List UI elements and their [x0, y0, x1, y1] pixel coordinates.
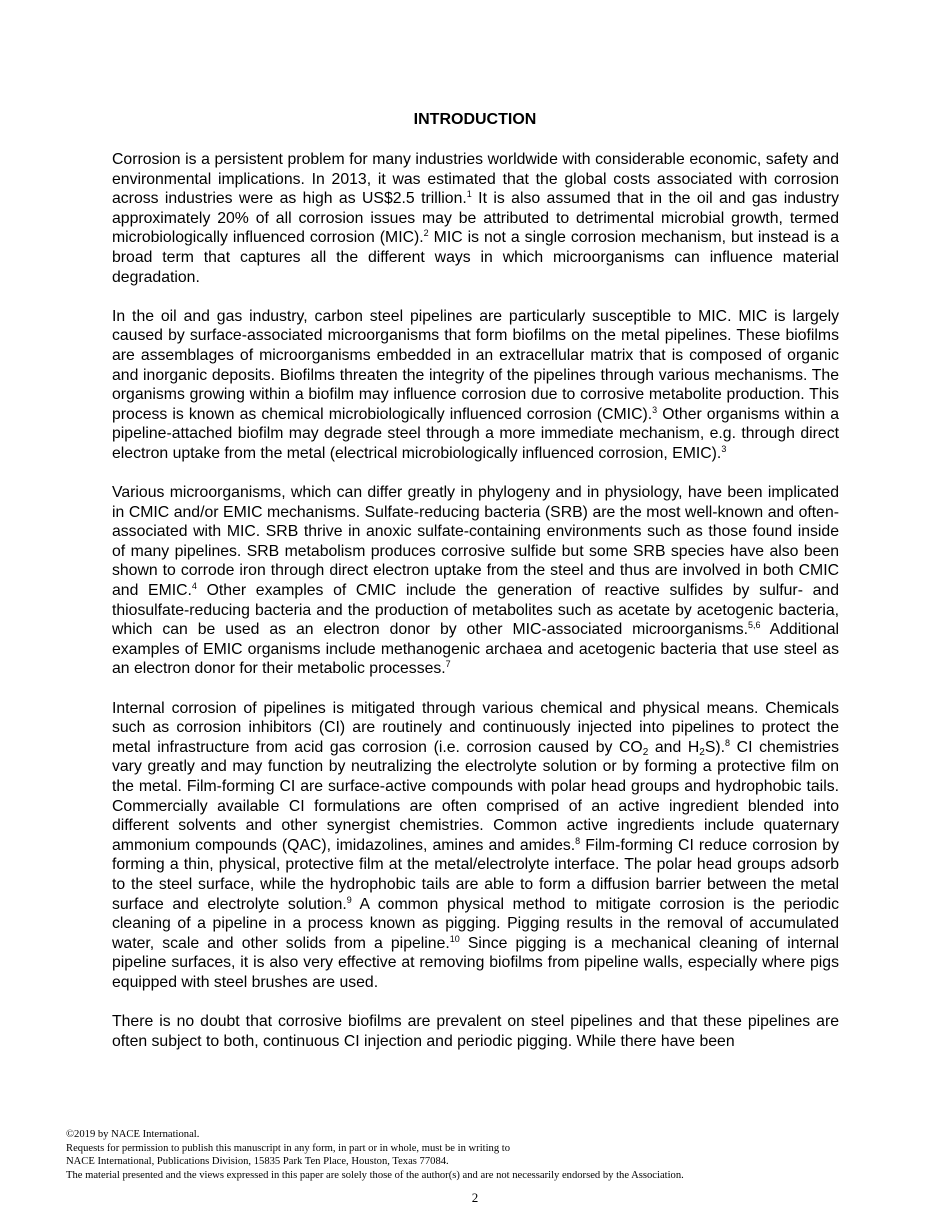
paragraph-2: In the oil and gas industry, carbon steel pipelines are particularly susceptible to MIC. MIC is largely caused by surface-associated microorganisms that form biofilms on the metal pipelines. These biofilms are assemblages of microorganisms embedded in an extracellular matrix that is composed of organic and inorganic deposits. Biofilms threaten the integrity of the pipelines through various mechanisms. The organisms growing within a biofilm may influence corrosion due to corrosive metabolite production. This process is known as chemical microbiologically influenced corrosion (CMIC).$^3$ Other organisms within a pipeline-attached biofilm may degrade steel through a more immediate mechanism, e.g. through direct electron uptake from the metal (electrical microbiologically influenced corrosion, EMIC).$^3$	[112, 307, 839, 462]
citation: 4	[191, 581, 197, 592]
paragraph-3: Various microorganisms, which can differ greatly in phylogeny and in physiology, have been implicated in CMIC and/or EMIC mechanisms. Sulfate-reducing bacteria (SRB) are the most well-known and often-associated with MIC. SRB thrive in anoxic sulfate-containing environments such as those found inside of many pipelines. SRB metabolism produces corrosive sulfide but some SRB species have also been shown to corrode iron through direct electron uptake from the steel and thus are involved in both CMIC and EMIC.$^4$ Other examples of CMIC include the generation of reactive sulfides by sulfur- and thiosulfate-reducing bacteria and the production of metabolites such as acetate by acetogenic bacteria, which can be used as an electron donor by other MIC-associated microorganisms.$^{5,6}$ Additional examples of EMIC organisms include methanogenic archaea and acetogenic bacteria that use steel as an electron donor for their metabolic processes.$^7$	[112, 484, 839, 678]
citation: 5,6	[748, 620, 761, 631]
paragraph-5: There is no doubt that corrosive biofilms are prevalent on steel pipelines and that these pipelines are often subject to both, continuous CI injection and periodic pigging. While there have been	[112, 1013, 839, 1050]
citation: 7	[445, 659, 451, 670]
citation: 9	[346, 894, 352, 905]
citation: 8	[725, 737, 731, 748]
footer-line: Requests for permission to publish this manuscript in any form, in part or in whole, must be in writing to	[66, 1142, 511, 1154]
citation: 8	[575, 835, 581, 846]
body-text	[112, 150, 839, 1071]
section-heading: INTRODUCTION	[413, 111, 537, 128]
citation: 3	[652, 404, 658, 415]
copyright-footer	[66, 1128, 886, 1182]
paragraph-1: Corrosion is a persistent problem for many industries worldwide with considerable economic, safety and environmental implications. In 2013, it was estimated that the global costs associated with corrosion across industries were as high as US$2.5 trillion.$^1$ It is also assumed that in the oil and gas industry approximately 20% of all corrosion issues may be attributed to detrimental microbial growth, termed microbiologically influenced corrosion (MIC).$^2$ MIC is not a single corrosion mechanism, but instead is a broad term that captures all the different ways in which microorganisms can influence material degradation.	[112, 151, 840, 286]
citation: 1	[466, 189, 472, 200]
footer-line: The material presented and the views expressed in this paper are solely those of the author(s) and are not necessarily endorsed by the Association.	[66, 1169, 684, 1181]
subscript: 2	[642, 746, 649, 758]
citation: 10	[449, 933, 460, 944]
subscript: 2	[699, 746, 705, 758]
page-number: 2	[471, 1190, 479, 1205]
footer-line: ©2019 by NACE International.	[66, 1129, 200, 1140]
citation: 2	[423, 228, 429, 239]
footer-line: NACE International, Publications Division, 15835 Park Ten Place, Houston, Texas 77084.	[66, 1156, 449, 1168]
citation: 3	[721, 443, 727, 454]
paragraph-4: Internal corrosion of pipelines is mitigated through various chemical and physical means. Chemicals such as corrosion inhibitors (CI) are routinely and continuously injected into pipelines to protect the metal infrastructure from acid gas corrosion (i.e. corrosion caused by $CO_2$ and $H_2S).^8$ CI chemistries vary greatly and may function by neutralizing the electrolyte solution or by forming a protective film on the metal. Film-forming CI are surface-active compounds with polar head groups and hydrophobic tails. Commercially available CI formulations are often comprised of an active ingredient blended into different solvents and other synergist chemistries. Common active ingredients include quaternary ammonium compounds (QAC), imidazolines, amines and amides.$^8$ Film-forming CI reduce corrosion by forming a thin, physical, protective film at the metal/electrolyte interface. The polar head groups adsorb to the steel surface, while the hydrophobic tails are able to form a diffusion barrier between the metal surface and electrolyte solution.$^9$ A common physical method to mitigate corrosion is the periodic cleaning of a pipeline in a process known as pigging. Pigging results in the removal of accumulated water, scale and other solids from a pipeline.$^{10}$ Since pigging is a mechanical cleaning of internal pipeline surfaces, it is also very effective at removing biofilms from pipeline walls, especially where pigs equipped with steel brushes are used.	[112, 699, 840, 991]
